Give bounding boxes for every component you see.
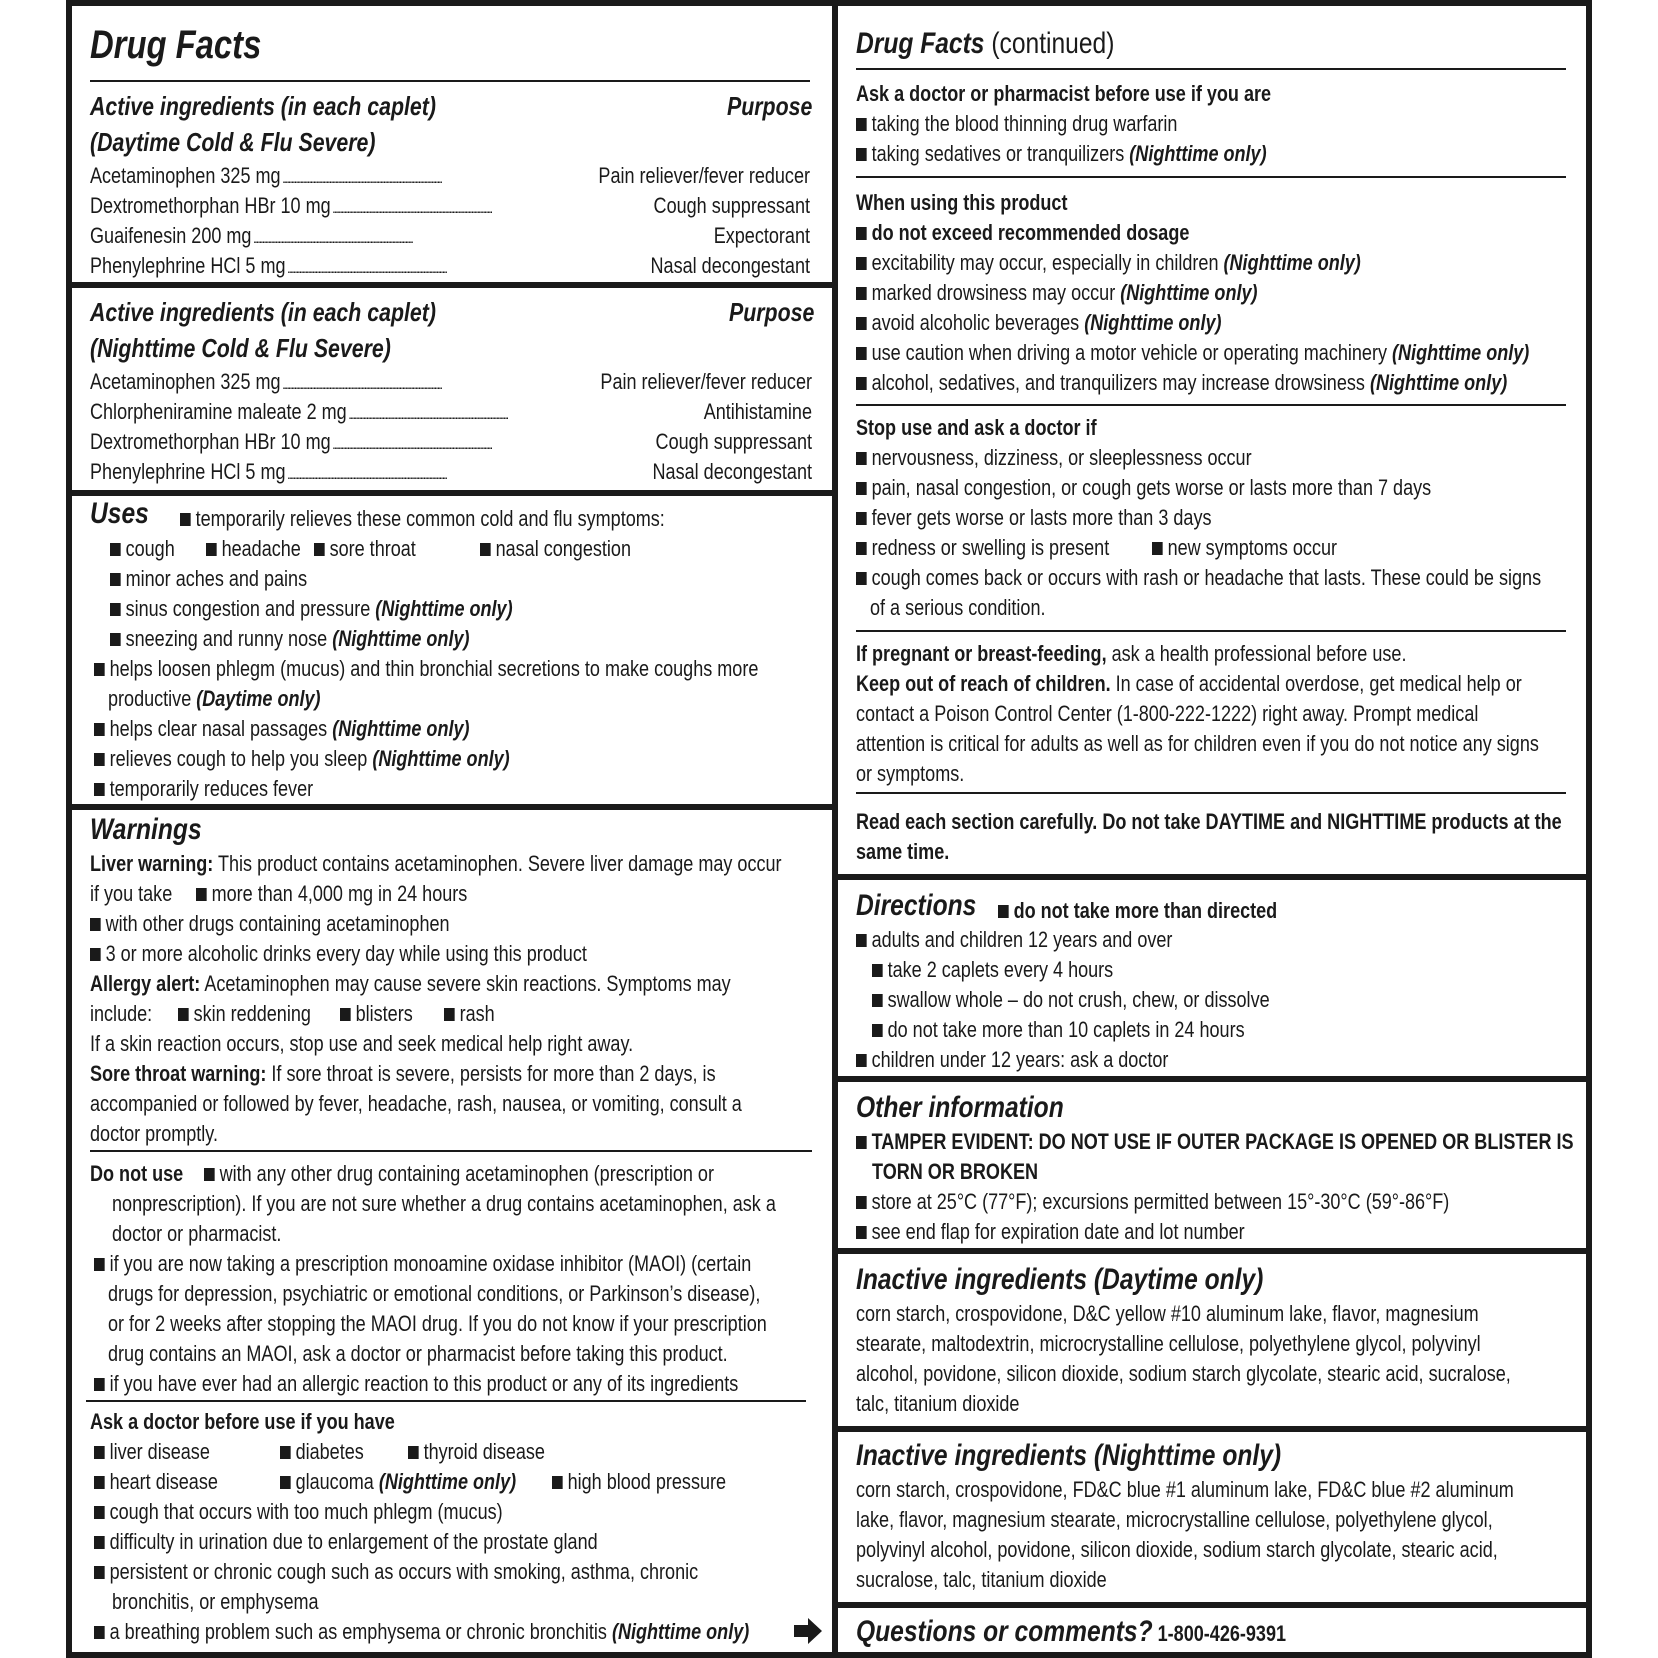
liver-bullet: 3 or more alcoholic drinks every day while using this product (90, 940, 587, 968)
condition-cont: bronchitis, or emphysema (112, 1589, 319, 1614)
directions-item: adults and children 12 years and over (856, 926, 1172, 954)
do-not-use-cont: drug contains an MAOI, ask a doctor or pharmacist before taking this product. (108, 1341, 728, 1366)
section-divider (838, 1602, 1586, 1608)
dot-leader (332, 192, 652, 222)
ingredient-purpose: Pain reliever/fever reducer (598, 163, 810, 188)
use-item: relieves cough to help you sleep (Nighttime only) (94, 745, 510, 773)
condition: high blood pressure (552, 1468, 726, 1496)
inactive-daytime-text: corn starch, crospovidone, D&C yellow #10 aluminum lake, flavor, magnesium (856, 1301, 1479, 1326)
ingredient-row (90, 368, 812, 398)
keep-out-of-reach: Keep out of reach of children. In case of accidental overdose, get medical help or (856, 671, 1522, 696)
divider (856, 68, 1566, 70)
directions-item: do not take more than directed (998, 897, 1277, 925)
allergy-alert: If a skin reaction occurs, stop use and seek medical help right away. (90, 1031, 634, 1056)
do-not-use: Do not use (90, 1161, 184, 1186)
allergy-alert: include: (90, 1001, 153, 1026)
symptom: headache (206, 535, 301, 563)
other-information-item-cont: TORN OR BROKEN (872, 1159, 1039, 1184)
inactive-nighttime-text: lake, flavor, magnesium stearate, microcrystalline cellulose, polyethylene glycol, (856, 1507, 1493, 1532)
divider (856, 630, 1566, 632)
read-carefully: same time. (856, 839, 950, 864)
liver-warning: if you take (90, 881, 173, 906)
divider (90, 80, 810, 82)
ingredient-name: Phenylephrine HCl 5 mg (90, 459, 286, 484)
other-information-item: see end flap for expiration date and lot number (856, 1218, 1245, 1246)
ingredient-row (90, 428, 812, 458)
when-using-item: excitability may occur, especially in children (Nighttime only) (856, 249, 1361, 277)
stop-use-item: cough comes back or occurs with rash or headache that lasts. These could be signs (856, 564, 1541, 592)
inactive-nighttime-heading: Inactive ingredients (Nighttime only) (856, 1439, 1282, 1472)
symptom: sinus congestion and pressure (Nighttime only) (110, 595, 513, 623)
liver-bullet: more than 4,000 mg in 24 hours (196, 880, 467, 908)
purpose-heading: Purpose (727, 91, 813, 121)
left-panel (66, 0, 838, 1658)
inactive-daytime-text: stearate, maltodextrin, microcrystalline cellulose, polyethylene glycol, polyvinyl (856, 1331, 1481, 1356)
dot-leader (332, 428, 654, 458)
other-information-item: store at 25°C (77°F); excursions permitted between 15°-30°C (59°-86°F) (856, 1188, 1449, 1216)
drug-facts-continued-title: Drug Facts (continued) (856, 27, 1115, 60)
dot-leader (282, 162, 597, 192)
questions-line: Questions or comments? 1-800-426-9391 (856, 1615, 1287, 1648)
ingredient-purpose: Nasal decongestant (650, 253, 810, 278)
stop-use-item: new symptoms occur (1152, 534, 1337, 562)
active-ingredients-heading: Active ingredients (in each caplet) (90, 297, 436, 327)
section-divider (838, 1426, 1586, 1432)
condition: diabetes (280, 1438, 364, 1466)
stop-use-item: pain, nasal congestion, or cough gets worse or lasts more than 7 days (856, 474, 1431, 502)
section-divider (838, 1076, 1586, 1082)
stop-use-item: fever gets worse or lasts more than 3 days (856, 504, 1211, 532)
section-divider (72, 804, 832, 810)
symptom: cough (110, 535, 175, 563)
directions-item: children under 12 years: ask a doctor (856, 1046, 1168, 1074)
ask-pharmacist-item: taking sedatives or tranquilizers (Nighttime only) (856, 140, 1267, 168)
condition: persistent or chronic cough such as occurs with smoking, asthma, chronic (94, 1558, 698, 1586)
ingredient-row (90, 192, 810, 222)
condition: heart disease (94, 1468, 218, 1496)
divider (856, 404, 1566, 406)
ingredient-purpose: Nasal decongestant (652, 459, 812, 484)
ingredient-purpose: Cough suppressant (653, 193, 810, 218)
stop-use-heading: Stop use and ask a doctor if (856, 415, 1097, 440)
inactive-nighttime-text: sucralose, talc, titanium dioxide (856, 1567, 1107, 1592)
liver-warning: Liver warning: This product contains acetaminophen. Severe liver damage may occur (90, 851, 782, 876)
symptom: nasal congestion (480, 535, 631, 563)
inactive-daytime-text: alcohol, povidone, silicon dioxide, sodium starch glycolate, stearic acid, sucralose, (856, 1361, 1511, 1386)
use-item: helps loosen phlegm (mucus) and thin bronchial secretions to make coughs more (94, 655, 758, 683)
ingredient-row (90, 222, 810, 252)
ingredient-name: Chlorpheniramine maleate 2 mg (90, 399, 347, 424)
ingredient-name: Acetaminophen 325 mg (90, 369, 281, 394)
allergy-bullet: rash (444, 1000, 495, 1028)
ingredient-purpose: Pain reliever/fever reducer (600, 369, 812, 394)
condition: glaucoma (Nighttime only) (280, 1468, 516, 1496)
ask-doctor-heading: Ask a doctor before use if you have (90, 1409, 395, 1434)
nighttime-subheading: (Nighttime Cold & Flu Severe) (90, 333, 391, 363)
condition: cough that occurs with too much phlegm (mucus) (94, 1498, 503, 1526)
ingredient-row (90, 398, 812, 428)
pregnancy-warning: If pregnant or breast-feeding, ask a health professional before use. (856, 641, 1407, 666)
drug-facts-title: Drug Facts (90, 23, 262, 67)
dot-leader (282, 368, 599, 398)
dot-leader (287, 252, 649, 282)
ingredient-name: Dextromethorphan HBr 10 mg (90, 193, 331, 218)
condition: liver disease (94, 1438, 210, 1466)
when-using-item: do not exceed recommended dosage (856, 219, 1189, 247)
symptom: sore throat (314, 535, 416, 563)
use-item: helps clear nasal passages (Nighttime only) (94, 715, 470, 743)
do-not-use-bullet: if you have ever had an allergic reaction to this product or any of its ingredients (94, 1370, 738, 1398)
ingredient-name: Dextromethorphan HBr 10 mg (90, 429, 331, 454)
when-using-item: marked drowsiness may occur (Nighttime only) (856, 279, 1258, 307)
ingredient-row (90, 162, 810, 192)
divider (856, 176, 1566, 178)
ingredient-purpose: Expectorant (713, 223, 810, 248)
dot-leader (287, 458, 651, 488)
inactive-nighttime-text: corn starch, crospovidone, FD&C blue #1 aluminum lake, FD&C blue #2 aluminum (856, 1477, 1514, 1502)
uses-heading: Uses (90, 497, 149, 530)
ingredient-name: Acetaminophen 325 mg (90, 163, 281, 188)
ingredient-purpose: Cough suppressant (655, 429, 812, 454)
inactive-daytime-text: talc, titanium dioxide (856, 1391, 1020, 1416)
other-information-heading: Other information (856, 1091, 1064, 1124)
divider (86, 1400, 806, 1402)
condition: thyroid disease (408, 1438, 545, 1466)
do-not-use-cont: nonprescription). If you are not sure whether a drug contains acetaminophen, ask a (112, 1191, 776, 1216)
section-divider (838, 874, 1586, 880)
active-ingredients-heading: Active ingredients (in each caplet) (90, 91, 436, 121)
daytime-subheading: (Daytime Cold & Flu Severe) (90, 127, 376, 157)
inactive-nighttime-text: polyvinyl alcohol, povidone, silicon dioxide, sodium starch glycolate, stearic acid, (856, 1537, 1498, 1562)
directions-item: do not take more than 10 caplets in 24 hours (872, 1016, 1245, 1044)
sore-throat-warning: Sore throat warning: If sore throat is severe, persists for more than 2 days, is (90, 1061, 716, 1086)
continue-arrow-icon (794, 1618, 822, 1644)
ingredient-purpose: Antihistamine (703, 399, 812, 424)
ingredient-name: Phenylephrine HCl 5 mg (90, 253, 286, 278)
liver-bullet: with other drugs containing acetaminophen (90, 910, 450, 938)
ingredient-row (90, 252, 810, 282)
dot-leader (348, 398, 702, 428)
inactive-daytime-heading: Inactive ingredients (Daytime only) (856, 1263, 1264, 1296)
do-not-use-bullet: if you are now taking a prescription monoamine oxidase inhibitor (MAOI) (certain (94, 1250, 751, 1278)
ingredient-name: Guaifenesin 200 mg (90, 223, 252, 248)
directions-item: take 2 caplets every 4 hours (872, 956, 1113, 984)
do-not-use-cont: drugs for depression, psychiatric or emotional conditions, or Parkinson’s disease), (108, 1281, 761, 1306)
warnings-heading: Warnings (90, 813, 202, 846)
when-using-item: use caution when driving a motor vehicle or operating machinery (Nighttime only) (856, 339, 1529, 367)
allergy-alert: Allergy alert: Acetaminophen may cause severe skin reactions. Symptoms may (90, 971, 731, 996)
section-divider (72, 490, 832, 496)
read-carefully: Read each section carefully. Do not take DAYTIME and NIGHTTIME products at the (856, 809, 1562, 834)
section-divider (838, 1248, 1586, 1254)
stop-use-item-cont: of a serious condition. (870, 595, 1046, 620)
when-using-item: alcohol, sedatives, and tranquilizers may increase drowsiness (Nighttime only) (856, 369, 1507, 397)
condition: difficulty in urination due to enlargement of the prostate gland (94, 1528, 598, 1556)
when-using-heading: When using this product (856, 190, 1068, 215)
use-item-cont: productive (Daytime only) (108, 686, 321, 711)
condition: a breathing problem such as emphysema or chronic bronchitis (Nighttime only) (94, 1618, 749, 1646)
sore-throat-warning: doctor promptly. (90, 1121, 219, 1146)
do-not-use-bullet: with any other drug containing acetaminophen (prescription or (204, 1160, 714, 1188)
directions-heading: Directions (856, 889, 977, 922)
purpose-heading: Purpose (729, 297, 815, 327)
stop-use-item: nervousness, dizziness, or sleeplessness occur (856, 444, 1252, 472)
allergy-bullet: blisters (340, 1000, 413, 1028)
ask-pharmacist-item: taking the blood thinning drug warfarin (856, 110, 1177, 138)
allergy-bullet: skin reddening (178, 1000, 311, 1028)
ingredient-row (90, 458, 812, 488)
use-item: temporarily reduces fever (94, 775, 313, 803)
section-divider (72, 282, 832, 288)
symptom: sneezing and runny nose (Nighttime only) (110, 625, 470, 653)
do-not-use-cont: or for 2 weeks after stopping the MAOI drug. If you do not know if your prescription (108, 1311, 767, 1336)
keep-out-of-reach: or symptoms. (856, 761, 965, 786)
keep-out-of-reach: contact a Poison Control Center (1-800-222-1222) right away. Prompt medical (856, 701, 1479, 726)
sore-throat-warning: accompanied or followed by fever, headache, rash, nausea, or vomiting, consult a (90, 1091, 742, 1116)
do-not-use-cont: doctor or pharmacist. (112, 1221, 282, 1246)
when-using-item: avoid alcoholic beverages (Nighttime only) (856, 309, 1222, 337)
dot-leader (253, 222, 712, 252)
other-information-item: TAMPER EVIDENT: DO NOT USE IF OUTER PACKAGE IS OPENED OR BLISTER IS (856, 1128, 1574, 1156)
divider (856, 792, 1566, 794)
stop-use-item: redness or swelling is present (856, 534, 1109, 562)
divider (90, 1150, 812, 1152)
keep-out-of-reach: attention is critical for adults as well as for children even if you do not notice any signs (856, 731, 1539, 756)
directions-item: swallow whole – do not crush, chew, or dissolve (872, 986, 1270, 1014)
right-panel (832, 0, 1592, 1658)
symptom: minor aches and pains (110, 565, 307, 593)
ask-pharmacist-heading: Ask a doctor or pharmacist before use if you are (856, 81, 1272, 106)
uses-intro: temporarily relieves these common cold and flu symptoms: (180, 505, 665, 533)
